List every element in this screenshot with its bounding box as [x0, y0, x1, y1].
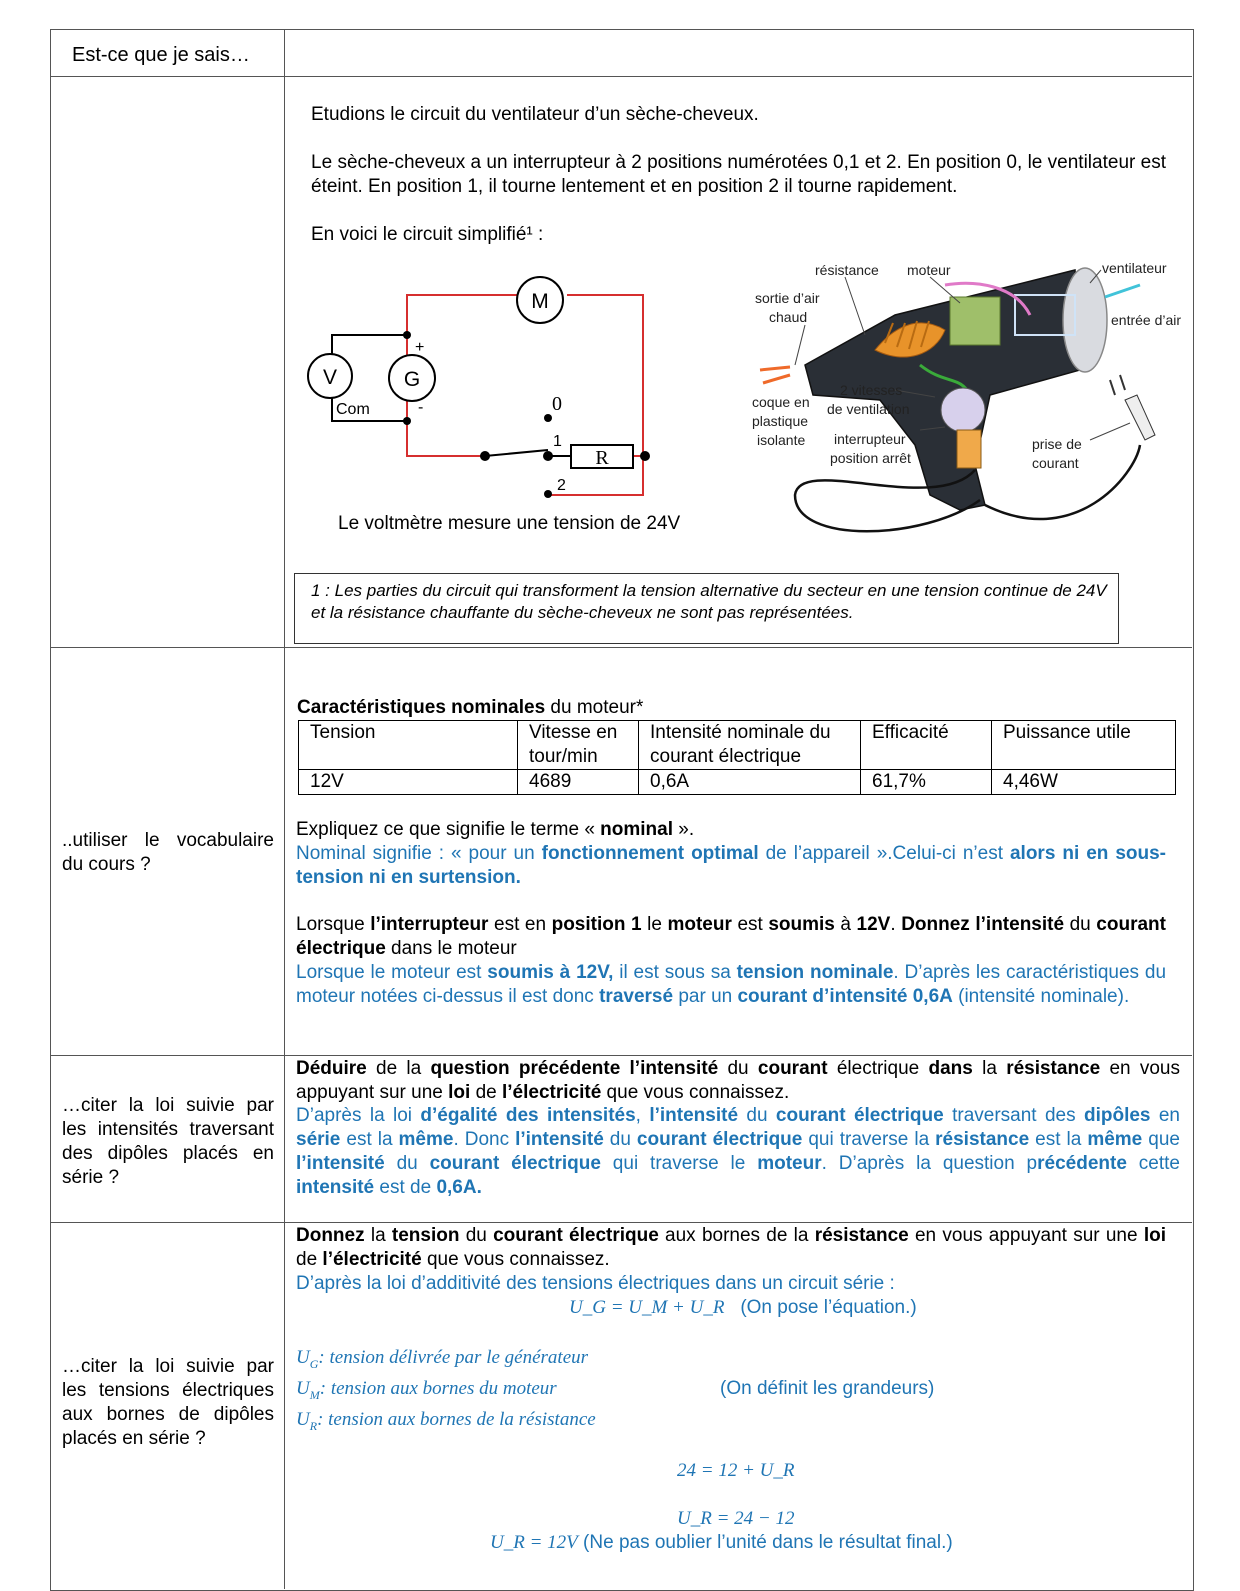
- text-run: qui traverse la: [802, 1129, 936, 1150]
- text-run: . D’après la question p: [821, 1153, 1038, 1174]
- text-run: dipôles: [1083, 1105, 1151, 1126]
- text-run: cette: [1126, 1153, 1180, 1174]
- text-run: dans le moteur: [385, 938, 517, 959]
- text-run: est la: [340, 1129, 399, 1150]
- row-vocab-prompt: ..utiliser le vocabulaire du cours ?: [62, 830, 274, 875]
- text-run: 0,6A.: [436, 1177, 482, 1198]
- text-run: Lorsque: [296, 914, 371, 935]
- equation-4-note: (Ne pas oublier l’unité dans le résultat final.): [577, 1532, 953, 1553]
- text-run: le: [641, 914, 668, 935]
- header-title: Est-ce que je sais…: [72, 44, 250, 66]
- text-run: en vous appuyant sur une: [908, 1225, 1144, 1246]
- definition-ur: $U_R$: tension aux bornes de la résistance: [296, 1409, 596, 1433]
- text-run: la: [364, 1225, 392, 1246]
- table-row: [299, 770, 1176, 795]
- text-run: résistance: [814, 1225, 909, 1246]
- table-header-cell: Tension: [299, 721, 518, 770]
- row-divider: [50, 647, 1192, 648]
- table-header-cell: Intensité nominale du courant électrique: [639, 721, 861, 770]
- text-run: position 1: [551, 914, 642, 935]
- text-run: soumis: [768, 914, 835, 935]
- text-run: électrique: [827, 1058, 929, 1079]
- text-run: courant électrique: [493, 1225, 659, 1246]
- text-run: Donnez: [296, 1225, 365, 1246]
- text-run: série: [296, 1129, 341, 1150]
- text-run: du: [718, 1058, 758, 1079]
- label-prise-1: prise de: [1032, 436, 1082, 452]
- text-run: de: [296, 1249, 323, 1270]
- text-run: résistance: [935, 1129, 1030, 1150]
- hair-dryer-illustration: [745, 255, 1185, 550]
- text-run: Expliquez ce que signifie le terme «: [296, 819, 601, 840]
- row-tension-prompt: …citer la loi suivie par les tensions électriques aux bornes de dipôles placés en série ?: [62, 1356, 274, 1449]
- equation-1-note: (On pose l’équation.): [740, 1297, 917, 1318]
- text-run: à: [834, 914, 857, 935]
- text-run: du: [459, 1225, 494, 1246]
- text-run: dans: [928, 1058, 973, 1079]
- question-resistance-tension: [296, 1224, 1166, 1272]
- text-run: loi: [1143, 1225, 1166, 1246]
- text-run: récédente: [1037, 1153, 1127, 1174]
- text-run: (intensité nominale).: [952, 986, 1130, 1007]
- com-label: Com: [336, 401, 370, 418]
- text-run: traversé: [599, 986, 674, 1007]
- position-0-label: 0: [552, 393, 562, 415]
- text-run: d’égalité des intensités: [420, 1105, 636, 1126]
- text-run: Donnez l’intensité: [901, 914, 1065, 935]
- text-run: qui traverse le: [600, 1153, 758, 1174]
- text-run: aux bornes de la: [658, 1225, 815, 1246]
- text-run: l’électricité: [502, 1082, 602, 1103]
- equation-4-math: U_R = 12V: [490, 1532, 578, 1553]
- definition-ug: $U_G$: tension délivrée par le générateur: [296, 1347, 589, 1371]
- voltmeter-caption: Le voltmètre mesure une tension de 24V: [338, 513, 681, 534]
- text-run: du: [384, 1153, 430, 1174]
- label-sortie-air-2: chaud: [769, 309, 808, 325]
- column-divider: [284, 29, 285, 1589]
- text-run: courant électrique: [296, 914, 1166, 959]
- text-run: courant électrique: [429, 1153, 601, 1174]
- text-run: . Donc: [453, 1129, 516, 1150]
- table-header-cell: Puissance utile: [992, 721, 1176, 770]
- label-ventilateur: ventilateur: [1102, 260, 1167, 276]
- text-run: du: [738, 1105, 776, 1126]
- text-run: en: [1150, 1105, 1180, 1126]
- table-cell: 0,6A: [639, 770, 861, 795]
- table-header-row: [299, 721, 1176, 770]
- intro-paragraph-3: En voici le circuit simplifié¹ :: [311, 224, 544, 245]
- text-run: ».: [673, 819, 695, 840]
- text-run: est en: [488, 914, 552, 935]
- question-motor-current: [296, 913, 1166, 961]
- circuit-diagram: [300, 270, 660, 510]
- equation-1: [569, 1296, 917, 1320]
- equation-4: [490, 1531, 953, 1555]
- text-run: Nominal signifie : « pour un: [296, 843, 542, 864]
- answer-tension-law: D’après la loi d’additivité des tensions électriques dans un circuit série :: [296, 1273, 895, 1294]
- equation-2: 24 = 12 + U_R: [677, 1460, 795, 1481]
- answer-resistance-current: [296, 1104, 1180, 1200]
- text-run: que vous connaissez.: [421, 1249, 610, 1270]
- text-run: courant d’intensité 0,6A: [737, 986, 953, 1007]
- text-run: de la: [366, 1058, 431, 1079]
- text-run: intensité: [296, 1177, 375, 1198]
- equation-1-math: U_G = U_M + U_R: [569, 1297, 725, 1318]
- voltmeter-label: V: [322, 366, 338, 389]
- label-interrupteur-2: position arrêt: [830, 450, 911, 466]
- row-divider: [50, 1222, 1192, 1223]
- text-run: que vous connaissez.: [601, 1082, 790, 1103]
- definitions-note: (On définit les grandeurs): [720, 1378, 935, 1399]
- table-header-cell: Vitesse en tour/min: [518, 721, 639, 770]
- label-vitesses-2: de ventilation: [827, 401, 910, 417]
- text-run: nominal: [600, 819, 674, 840]
- label-entree-air: entrée d’air: [1111, 312, 1182, 328]
- text-run: l’intensité: [649, 1105, 739, 1126]
- answer-motor-current: [296, 961, 1166, 1009]
- table-header-cell: Efficacité: [861, 721, 992, 770]
- text-run: Lorsque le moteur est: [296, 962, 488, 983]
- text-run: de: [470, 1082, 502, 1103]
- intro-paragraph-1: Etudions le circuit du ventilateur d’un sèche-cheveux.: [311, 104, 759, 125]
- label-coque-2: plastique: [752, 413, 809, 429]
- plus-label: +: [415, 339, 425, 356]
- row-divider: [50, 1055, 1192, 1056]
- text-run: tension nominale: [736, 962, 894, 983]
- motor-specs-table: [298, 720, 1176, 795]
- text-run: 12V: [856, 914, 891, 935]
- intro-paragraph-2: Le sèche-cheveux a un interrupteur à 2 positions numérotées 0,1 et 2. En position 0, le ventilateur est éteint. En position 1, il tourne lentement et en position 2 il tourne rapidement.: [311, 152, 1166, 197]
- text-run: ,: [635, 1105, 650, 1126]
- text-run: fonctionnement optimal: [541, 843, 759, 864]
- position-1-label: 1: [553, 433, 562, 450]
- definition-ug-text: tension délivrée par le générateur: [329, 1347, 589, 1368]
- table-cell: 61,7%: [861, 770, 992, 795]
- text-run: loi: [448, 1082, 471, 1103]
- row-divider: [50, 76, 1192, 77]
- text-run: que: [1142, 1129, 1180, 1150]
- text-run: résistance: [1006, 1058, 1101, 1079]
- equation-3: U_R = 24 − 12: [677, 1508, 795, 1529]
- specs-title: [297, 696, 643, 720]
- text-run: en vous appuyant sur une: [296, 1058, 1180, 1103]
- definition-ur-text: tension aux bornes de la résistance: [328, 1409, 596, 1430]
- text-run: courant: [757, 1058, 828, 1079]
- text-run: même: [398, 1129, 454, 1150]
- motor-label: M: [531, 290, 549, 313]
- text-run: moteur: [757, 1153, 822, 1174]
- minus-label: -: [418, 399, 424, 416]
- table-cell: 4689: [518, 770, 639, 795]
- text-run: il est sous sa: [613, 962, 737, 983]
- definition-um: $U_M$: tension aux bornes du moteur: [296, 1378, 557, 1402]
- label-prise-2: courant: [1032, 455, 1079, 471]
- text-run: même: [1087, 1129, 1143, 1150]
- position-2-label: 2: [557, 477, 566, 494]
- label-sortie-air-1: sortie d’air: [755, 290, 820, 306]
- footnote-box: [294, 573, 1119, 644]
- text-run: traversant des: [943, 1105, 1084, 1126]
- resistor-label: R: [595, 447, 609, 469]
- label-coque-3: isolante: [757, 432, 806, 448]
- answer-nominal: [296, 842, 1166, 890]
- text-run: par un: [673, 986, 738, 1007]
- text-run: D’après la loi: [296, 1105, 421, 1126]
- text-run: l’intensité: [296, 1153, 385, 1174]
- label-coque-1: coque en: [752, 394, 810, 410]
- text-run: soumis à 12V,: [487, 962, 614, 983]
- label-interrupteur-1: interrupteur: [834, 431, 906, 447]
- label-moteur: moteur: [907, 262, 951, 278]
- text-run: l’électricité: [322, 1249, 422, 1270]
- question-resistance-current: [296, 1057, 1180, 1105]
- text-run: Déduire: [296, 1058, 367, 1079]
- question-nominal: [296, 818, 1166, 842]
- table-cell: 4,46W: [992, 770, 1176, 795]
- text-run: du: [603, 1129, 637, 1150]
- table-cell: 12V: [299, 770, 518, 795]
- text-run: alors ni en sous- tension ni en surtension.: [296, 843, 1167, 888]
- definition-um-text: tension aux bornes du moteur: [330, 1378, 557, 1399]
- generator-label: G: [403, 368, 421, 391]
- text-run: moteur: [667, 914, 732, 935]
- text-run: est: [731, 914, 769, 935]
- text-run: est de: [374, 1177, 437, 1198]
- label-resistance: résistance: [815, 262, 879, 278]
- label-vitesses-1: 2 vitesses: [840, 382, 903, 398]
- specs-title-rest: du moteur*: [545, 697, 644, 718]
- text-run: courant électrique: [775, 1105, 944, 1126]
- specs-title-bold: Caractéristiques nominales: [297, 697, 546, 718]
- text-run: du: [1064, 914, 1097, 935]
- row-intensity-prompt: …citer la loi suivie par les intensités traversant des dipôles placés en série ?: [62, 1095, 274, 1188]
- footnote-text: 1 : Les parties du circuit qui transforment la tension alternative du secteur en une tension continue de 24V et la résistance chauffante du sèche-cheveux ne sont pas représentées.: [311, 581, 1107, 622]
- text-run: courant électrique: [636, 1129, 803, 1150]
- text-run: . D’après les caractéristiques du moteur notées ci-dessus il est donc: [296, 962, 1167, 1007]
- text-run: de l’appareil ».Celui-ci n’est: [758, 843, 1010, 864]
- text-run: question précédente l’intensité: [430, 1058, 719, 1079]
- text-run: la: [972, 1058, 1007, 1079]
- text-run: est la: [1029, 1129, 1088, 1150]
- text-run: l’intensité: [515, 1129, 604, 1150]
- text-run: .: [890, 914, 902, 935]
- text-run: l’interrupteur: [370, 914, 489, 935]
- text-run: tension: [391, 1225, 460, 1246]
